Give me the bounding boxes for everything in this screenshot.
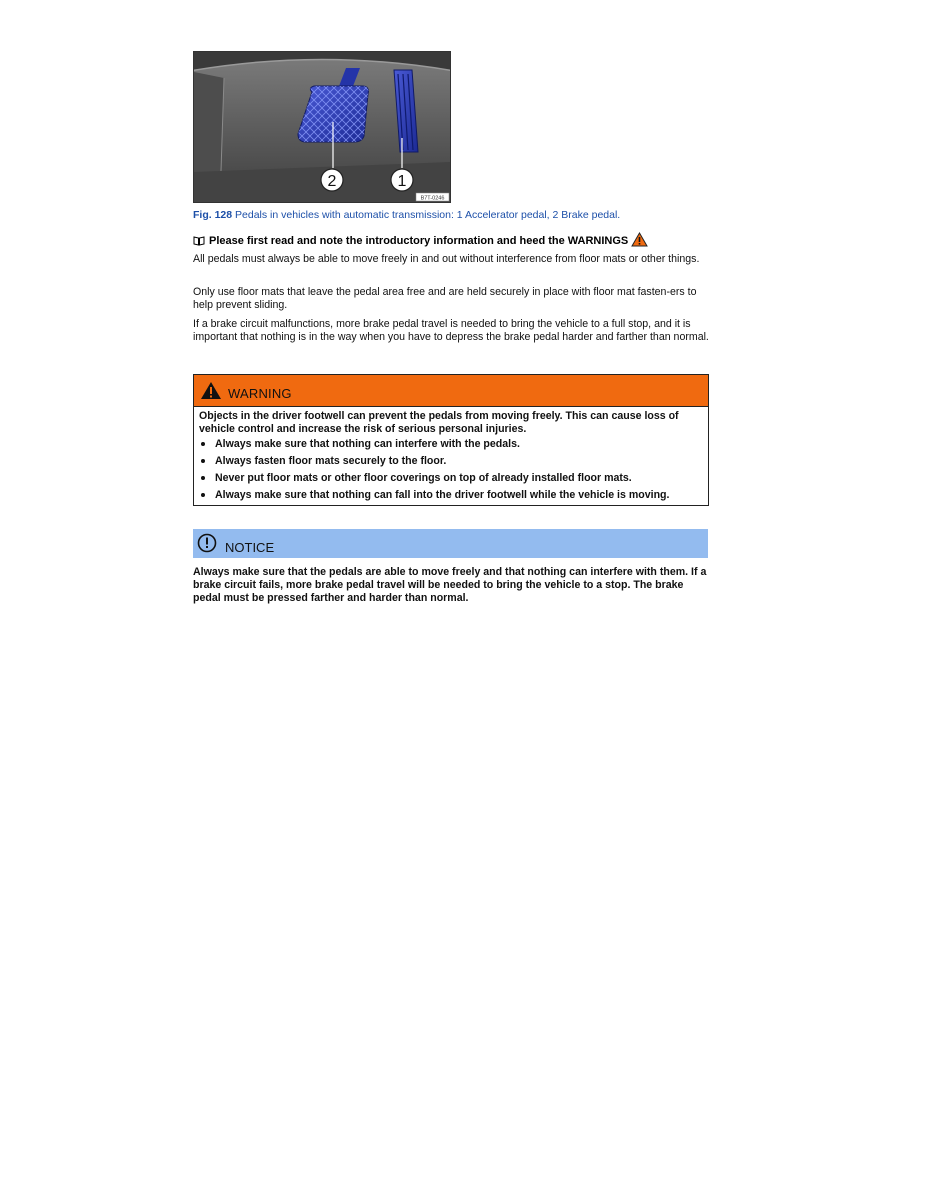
warning-box bbox=[193, 374, 709, 506]
intro-text: Please first read and note the introductory information and heed the WARNINGS bbox=[209, 235, 629, 247]
pedals-illustration bbox=[194, 52, 450, 202]
warning-icon bbox=[200, 381, 222, 405]
paragraph-3: If a brake circuit malfunctions, more brake pedal travel is needed to bring the vehicle to a full stop, and it is important that nothing is in the way when you have to depress the brake pedal harder and farther than normal. bbox=[193, 318, 709, 343]
callout-2-label: 2 bbox=[327, 173, 337, 190]
paragraph-2: Only use floor mats that leave the pedal area free and are held securely in place with floor mat fasten-ers to help prevent sliding. bbox=[193, 286, 697, 311]
paragraph-1: All pedals must always be able to move freely in and out without interference from floor mats or other things. bbox=[193, 253, 700, 265]
exclamation-circle-icon bbox=[197, 533, 217, 558]
notice-text: Always make sure that the pedals are able to move freely and that nothing can interfere with them. If a brake circuit fails, more brake pedal travel will be needed to bring the vehicle to a stop. The brake pedal must be pressed farther and harder than normal. bbox=[193, 566, 707, 604]
warning-item: Always fasten floor mats securely to the floor. bbox=[199, 455, 703, 468]
figure-caption-text: Pedals in vehicles with automatic transmission: 1 Accelerator pedal, 2 Brake pedal. bbox=[232, 209, 621, 221]
intro-heading bbox=[193, 232, 713, 252]
warning-title: WARNING bbox=[228, 386, 292, 401]
warning-header bbox=[194, 375, 708, 407]
warning-item: Always make sure that nothing can fall into the driver footwell while the vehicle is moving. bbox=[199, 489, 703, 502]
figure-code: B7T-0246 bbox=[420, 195, 445, 202]
callout-1-label: 1 bbox=[397, 173, 407, 190]
warning-item: Never put floor mats or other floor coverings on top of already installed floor mats. bbox=[199, 472, 703, 485]
figure-caption bbox=[193, 208, 713, 222]
pedals-figure bbox=[193, 51, 451, 203]
figure-label: Fig. 128 bbox=[193, 209, 233, 221]
book-icon bbox=[193, 235, 205, 251]
warning-lead: Objects in the driver footwell can prevent the pedals from moving freely. This can cause loss of vehicle control and increase the risk of serious personal injuries. bbox=[199, 410, 679, 435]
warning-item: Always make sure that nothing can interfere with the pedals. bbox=[199, 438, 703, 451]
notice-header bbox=[193, 529, 708, 558]
notice-title: NOTICE bbox=[225, 540, 275, 555]
warning-triangle-icon bbox=[631, 232, 648, 252]
warning-list bbox=[199, 438, 703, 502]
